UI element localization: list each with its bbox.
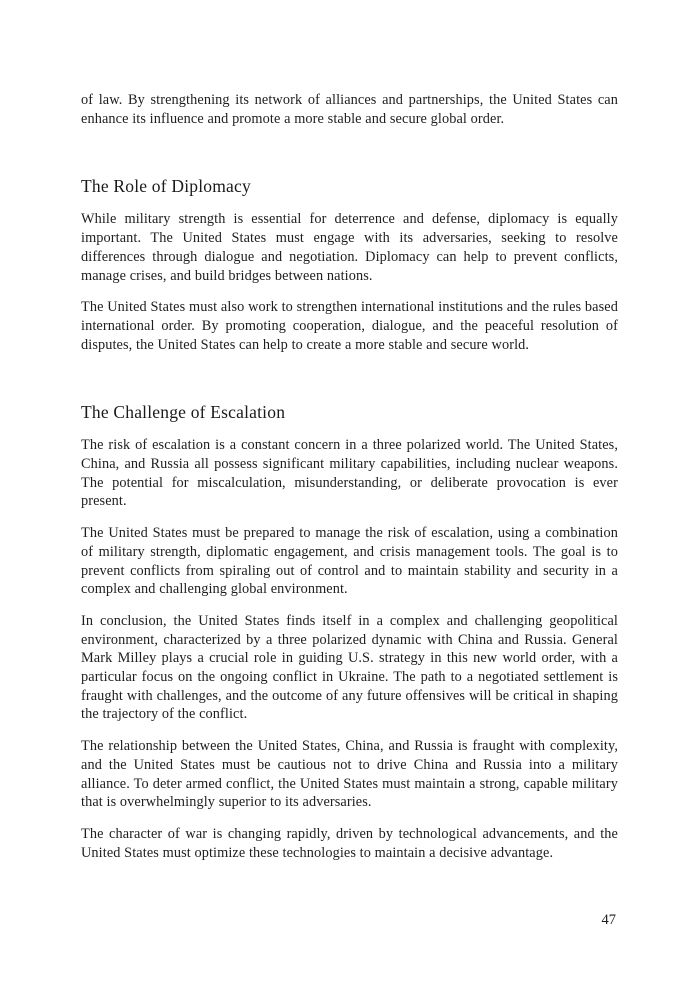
paragraph: The United States must also work to strengthen international institutions and the rules based international order. By promoting cooperation, dialogue, and the peaceful resolution of disputes, the United States can help to create a more stable and secure world. xyxy=(81,299,618,353)
paragraph: The United States must be prepared to manage the risk of escalation, using a combination of military strength, diplomatic engagement, and crisis management tools. The goal is to prevent conflicts from spiraling out of control and to maintain stability and security in a complex and challenging global environment. xyxy=(81,525,618,598)
paragraph: The relationship between the United States, China, and Russia is fraught with complexity, and the United States must be cautious not to drive China and Russia into a military alliance. To deter armed conflict, the United States must maintain a strong, capable military that is overwhelmingly superior to its adversaries. xyxy=(81,738,618,811)
section-heading-role-of-diplomacy: The Role of Diplomacy xyxy=(81,176,251,197)
paragraph: The character of war is changing rapidly, driven by technological advancements, and the United States must optimize these technologies to maintain a decisive advantage. xyxy=(81,825,618,861)
lead-paragraph: of law. By strengthening its network of alliances and partnerships, the United States can enhance its influence and promote a more stable and secure global order. xyxy=(81,92,618,127)
paragraph: In conclusion, the United States finds itself in a complex and challenging geopolitical environment, characterized by a three polarized dynamic with China and Russia. General Mark Milley plays a crucial role in guiding U.S. strategy in this new world order, with a particular focus on the ongoing conflict in Ukraine. The path to a negotiated settlement is fraught with challenges, and the outcome of any future offensives will be critical in shaping the trajectory of the conflict. xyxy=(81,612,618,723)
page-content xyxy=(81,91,618,875)
paragraph: The risk of escalation is a constant concern in a three polarized world. The United States, China, and Russia all possess significant military capabilities, including nuclear weapons. The potential for miscalculation, misunderstanding, or deliberate provocation is ever present. xyxy=(81,437,618,510)
section-heading-challenge-of-escalation: The Challenge of Escalation xyxy=(81,402,286,423)
section-challenge-of-escalation xyxy=(81,401,618,862)
paragraph: While military strength is essential for deterrence and defense, diplomacy is equally important. The United States must engage with its adversaries, seeking to resolve differences through dialogue and negotiation. Diplomacy can help to prevent conflicts, manage crises, and build bridges between nations. xyxy=(81,211,618,284)
page-number: 47 xyxy=(601,912,616,928)
section-role-of-diplomacy xyxy=(81,175,618,354)
